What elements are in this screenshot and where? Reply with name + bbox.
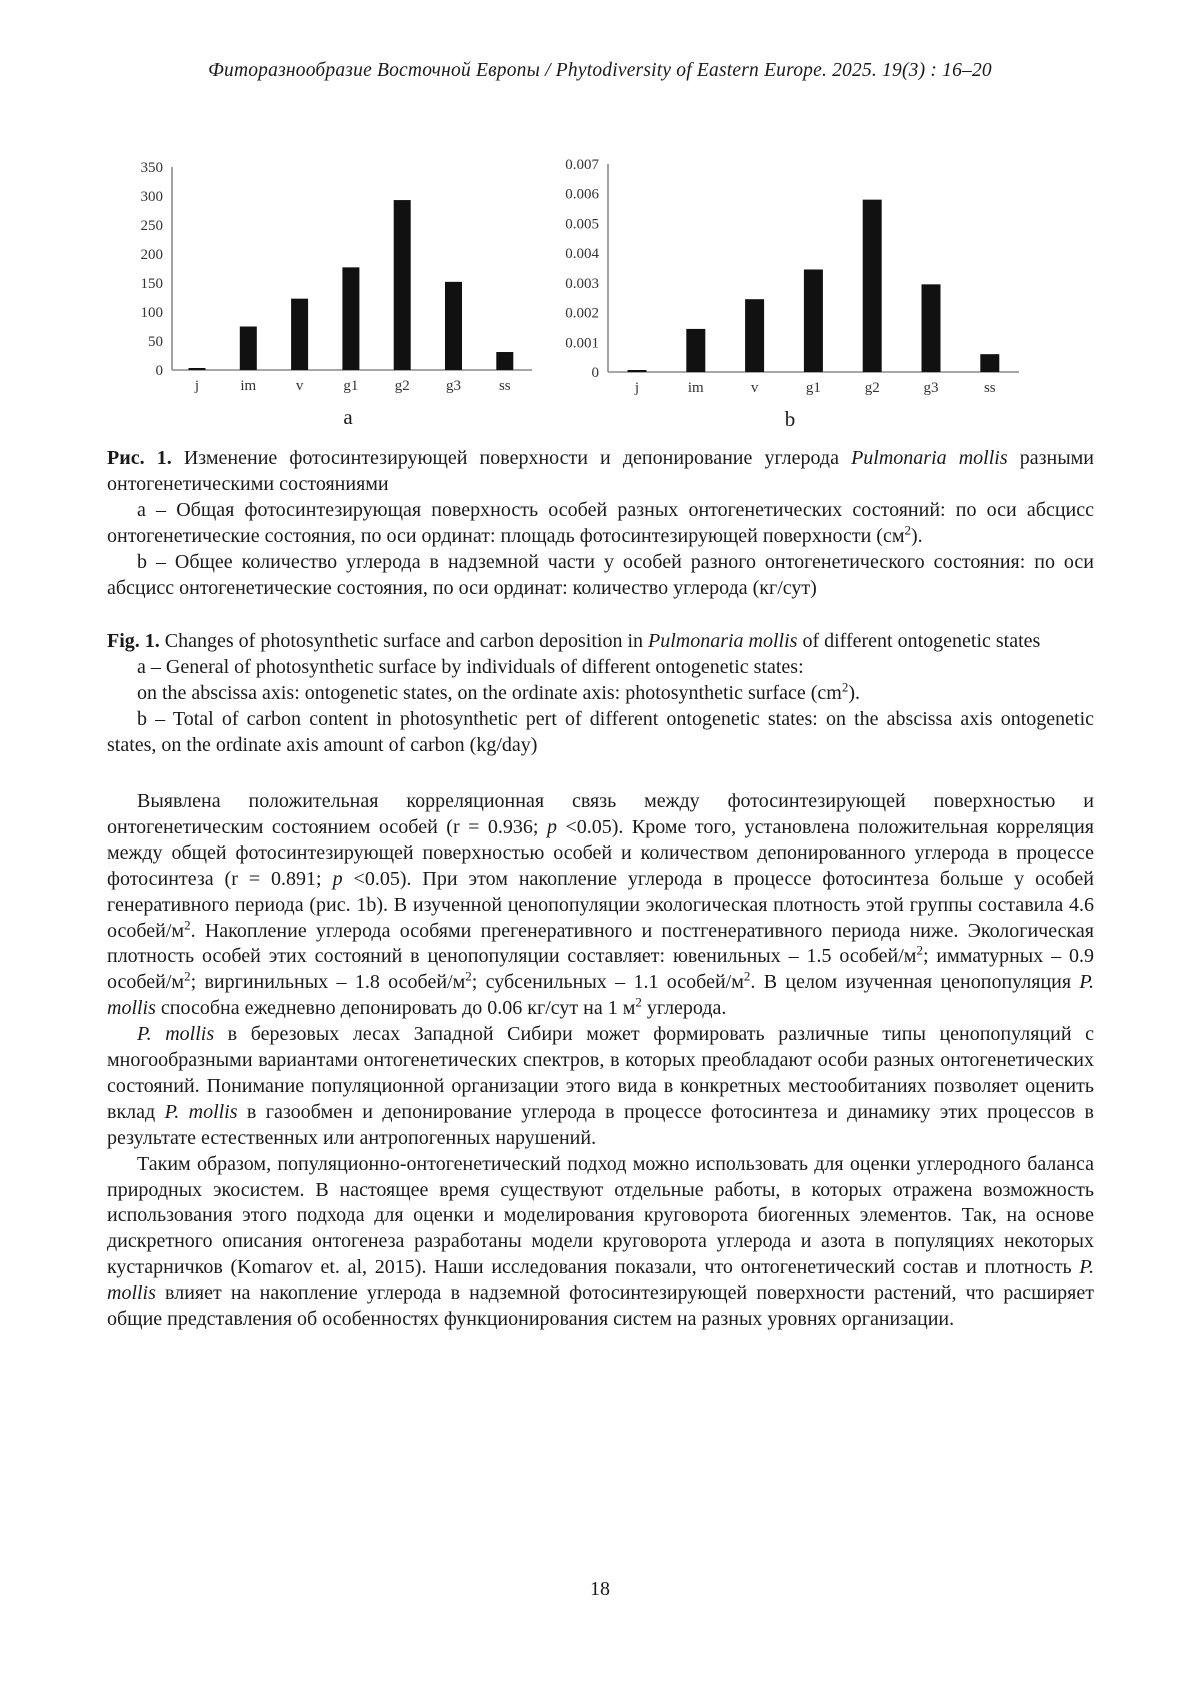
y-tick-label: 250 (140, 218, 163, 234)
x-tick-label: g3 (923, 380, 939, 396)
y-tick-label: 0.007 (565, 157, 599, 173)
text-run: ). (911, 524, 923, 547)
text-run: Рис. 1. (107, 447, 184, 469)
text-run: углерода. (641, 997, 727, 1020)
y-tick-label: 0.005 (565, 216, 599, 233)
journal-header: Фиторазнообразие Восточной Европы / Phytodiversity of Eastern Europe. 2025. 19(3) : 16–20 (208, 60, 992, 81)
bar-j (189, 368, 206, 370)
bar-g1 (342, 267, 359, 370)
x-tick-label: im (687, 380, 704, 396)
bar-im (240, 327, 257, 371)
paragraph (107, 1022, 1094, 1152)
x-tick-label: v (750, 380, 759, 396)
y-tick-label: 0.004 (565, 246, 599, 263)
x-tick-label: g1 (343, 378, 359, 394)
x-tick-label: j (194, 378, 200, 394)
text-run: ; субсенильных – 1.1 особей/м (471, 971, 744, 994)
bar-j (628, 370, 647, 372)
paragraph (107, 681, 1094, 707)
text-run: P. mollis (164, 1100, 238, 1123)
text-run: 2 (465, 968, 472, 984)
text-run: of different ontogenetic states (797, 630, 1041, 653)
text-run: . Накопление углерода особями прегенеративного и постгенеративного периода ниже. Экологическая плотность особей этих состояний в ценопопуляции составляет: ювенильных – 1.5 особей/м (107, 919, 1094, 968)
text-run: P. mollis (107, 1256, 1094, 1305)
y-tick-label: 300 (140, 189, 163, 205)
bar-im (686, 329, 705, 372)
x-tick-label: g2 (394, 378, 410, 394)
y-tick-label: 150 (140, 276, 163, 292)
y-tick-label: 50 (148, 334, 163, 350)
text-run: 2 (743, 968, 751, 984)
paragraph (107, 629, 1094, 655)
y-tick-label: 350 (140, 160, 163, 176)
text-run: on the abscissa axis: ontogenetic states, on the ordinate axis: photosynthetic surface (cm (137, 682, 842, 705)
text-run: Pulmonaria mollis (851, 447, 1008, 469)
text-run: <0.05). Кроме того, установлена положительная корреляция между общей фотосинтезирующей поверхностью особей и количеством депонированного углерода в процессе фотосинтеза (r = 0.891; (107, 815, 1094, 890)
bar-g3 (922, 284, 941, 372)
text-run: способна ежедневно депонировать до 0.06 кг/сут на 1 м (155, 997, 636, 1020)
paragraph (107, 655, 1094, 681)
text-run: ; имматурных – 0.9 особей/м (107, 945, 1094, 994)
text-run: p (546, 815, 557, 838)
paragraph (107, 789, 1094, 1022)
text-run: b – Общее количество углерода в надземной части у особей разного онтогенетического состояния: по оси абсцисс онтогенетические состояния, по оси ординат: количество углерода (кг/сут) (107, 550, 1094, 599)
bar-g3 (445, 282, 462, 370)
article-body (107, 789, 1094, 1333)
text-run: влияет на накопление углерода в надземной фотосинтезирующей поверхности растений, что расширяет общие представления об особенностях функционирования систем на разных уровнях организации. (107, 1282, 1094, 1331)
x-tick-label: g3 (446, 378, 461, 394)
bar-chart-panel-a (100, 132, 540, 432)
text-run: Pulmonaria mollis (648, 630, 798, 653)
y-tick-label: 0 (155, 363, 163, 379)
y-tick-label: 100 (140, 305, 163, 321)
x-tick-label: v (295, 378, 304, 394)
bar-g2 (394, 200, 411, 370)
y-tick-label: 0.006 (565, 186, 599, 203)
text-run: b – Total of carbon content in photosynthetic pert of different ontogenetic states: on the abscissa axis ontogenetic states, on the ordinate axis amount of carbon (kg/day) (107, 708, 1094, 757)
x-tick-label: ss (983, 380, 996, 396)
text-run: p (332, 867, 343, 890)
text-run: в газообмен и депонирование углерода в процессе фотосинтеза и динамику этих процессов в результате естественных или антропогенных нарушений. (107, 1100, 1094, 1149)
paragraph (107, 498, 1094, 550)
y-tick-label: 200 (140, 247, 163, 263)
figure-caption-english (107, 629, 1094, 759)
text-run: Fig. 1. (107, 630, 165, 653)
text-run: 2 (904, 522, 911, 538)
text-run: . В целом изученная ценопопуляция (750, 971, 1080, 994)
x-tick-label: g1 (805, 380, 821, 396)
bar-g2 (863, 200, 882, 372)
text-run: разными онтогенетическими состояниями (107, 447, 1095, 495)
bar-ss (980, 354, 999, 372)
text-run: 2 (635, 994, 642, 1010)
text-run: 2 (184, 968, 191, 984)
y-tick-label: 0.003 (565, 275, 599, 292)
text-run: P. mollis (137, 1023, 215, 1046)
text-run: a – General of photosynthetic surface by individuals of different ontogenetic states: (137, 656, 804, 679)
text-run: а – Общая фотосинтезирующая поверхность особей разных онтогенетических состояний: по оси абсцисс онтогенетические состояния, по оси ординат: площадь фотосинтезирующей поверхности (см (107, 498, 1094, 547)
bar-v (745, 299, 764, 372)
x-tick-label: ss (498, 378, 511, 394)
text-run: <0.05). При этом накопление углерода в процессе фотосинтеза больше у особей генеративного периода (рис. 1b). В изученной ценопопуляции экологическая плотность этой группы составила 4.6 особей/м (107, 867, 1095, 942)
x-tick-label: g2 (864, 380, 880, 396)
bar-v (291, 299, 308, 370)
panel-label: a (343, 405, 353, 429)
bar-chart-panel-b (540, 132, 1060, 432)
panel-label: b (784, 407, 796, 431)
y-tick-label: 0 (591, 365, 599, 381)
text-run: P. mollis (107, 971, 1095, 1020)
text-run: 2 (184, 916, 191, 932)
text-run: 2 (916, 942, 923, 958)
y-tick-label: 0.002 (565, 305, 599, 322)
paragraph (107, 550, 1094, 602)
bar-g1 (804, 269, 823, 372)
bar-ss (496, 352, 513, 370)
paragraph (107, 446, 1094, 498)
figure-1 (100, 132, 1200, 432)
x-tick-label: j (634, 380, 640, 396)
text-run: Изменение фотосинтезирующей поверхности и депонирование углерода (183, 447, 852, 469)
text-run: ; виргинильных – 1.8 особей/м (190, 971, 466, 994)
paragraph (107, 707, 1094, 759)
figure-caption-russian (107, 446, 1094, 601)
paragraph (107, 1152, 1094, 1333)
text-run: Выявлена положительная корреляционная связь между фотосинтезирующей поверхностью и онтогенетическим состоянием особей (r = 0.936; (107, 789, 1094, 838)
text-run: ). (848, 682, 860, 705)
text-run: в березовых лесах Западной Сибири может формировать различные типы ценопопуляций с многообразными вариантами онтогенетических спектров, в которых преобладают особи разных онтогенетических состояний. Понимание популяционной организации этого вида в конкретных местообитаниях позволяет оценить вклад (107, 1023, 1094, 1123)
y-tick-label: 0.001 (565, 335, 599, 352)
x-tick-label: im (240, 378, 257, 394)
text-run: 2 (841, 679, 849, 695)
page-number: 18 (590, 1578, 610, 1600)
text-run: Changes of photosynthetic surface and carbon deposition in (164, 630, 648, 653)
text-run: Таким образом, популяционно-онтогенетический подход можно использовать для оценки углеродного баланса природных экосистем. В настоящее время существуют отдельные работы, в которых отражена возможность использования этого подхода для оценки и моделирования круговорота биогенных элементов. Так, на основе дискретного описания онтогенеза разработаны модели круговорота углерода и азота в популяциях некоторых кустарничков (Komarov et. al, 2015). Наши исследования показали, что онтогенетический состав и плотность (107, 1152, 1094, 1279)
